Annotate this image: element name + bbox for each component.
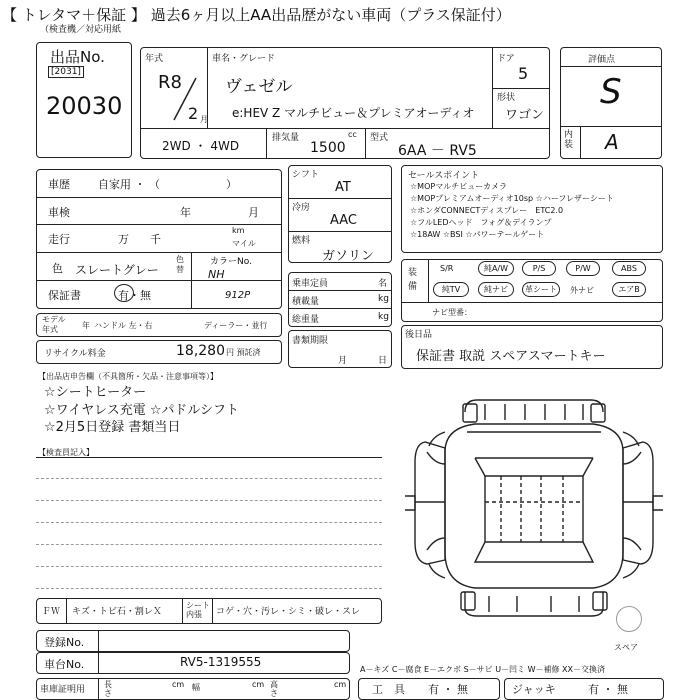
sales-points-label: セールスポイント (408, 171, 480, 181)
inspection-month: 月 (248, 206, 259, 219)
displacement-value: 1500 (310, 140, 346, 156)
divider (98, 679, 99, 699)
doc-expiry-unit: 日 (378, 356, 388, 366)
sales-line-2: ☆MOPプレミアムオーディオ10sp ☆ハーフレザーシート (410, 194, 614, 203)
banner: 【 トレタマ＋保証 】 過去6ヶ月以上AA出品歴がない車両（プラス保証付） (2, 6, 511, 24)
aircon-label: 冷房 (292, 203, 311, 213)
model-label: 型式 (370, 133, 389, 143)
mileage-sen: 千 (150, 233, 161, 246)
model-year-dealer: ディーラー・並行 (204, 321, 268, 330)
doors-label: ドア (497, 54, 515, 64)
warranty-circle (114, 284, 134, 302)
inspector-line (36, 522, 382, 523)
gross-label: 総重量 (292, 315, 320, 325)
dimensions-label: 車庫証明用 (40, 685, 86, 695)
doors-value: 5 (518, 64, 529, 83)
dim-cm1: cm (172, 680, 185, 689)
equip-abs: ABS (612, 261, 646, 276)
displacement-unit: cc (348, 130, 357, 139)
shift-value: AT (335, 180, 351, 195)
divider (182, 599, 183, 623)
color-no: NH (208, 268, 225, 281)
lot-label: 出品No. (50, 48, 105, 66)
dim-length: 長さ (104, 680, 112, 698)
subheader: （検査機／対応用紙 (40, 25, 122, 35)
report-label: 【出品店申告欄（不具箇所・欠品・注意事項等）】 (38, 372, 218, 381)
inspector-line (36, 457, 382, 458)
divider (37, 252, 281, 253)
model-year-label2: 年式 (42, 325, 58, 334)
divider (561, 126, 661, 127)
fw-label: ＦＷ (42, 607, 61, 617)
seat-value: コゲ・穴・汚レ・シミ・破レ・スレ (216, 607, 361, 617)
spare-label: スペア (614, 643, 638, 652)
capacity-label: 乗車定員 (292, 279, 329, 289)
equip-tv: 純TV (433, 282, 469, 297)
car-name-label: 車名・グレード (212, 54, 276, 64)
tools-label: 工 具 (372, 683, 405, 696)
color-label: 色 (52, 262, 63, 275)
car-diagram (405, 392, 665, 620)
interior-label: 内装 (564, 130, 574, 150)
warranty-label: 保証書 (48, 289, 81, 302)
color-change-label: 色替 (176, 255, 184, 274)
inspector-line (36, 566, 382, 567)
body-type-label: 形状 (497, 93, 516, 103)
color-value: スレートグレー (75, 263, 159, 277)
inspector-label: 【検査員記入】 (38, 448, 94, 457)
dim-cm2: cm (252, 680, 265, 689)
divider (428, 260, 429, 302)
warranty-value: 有・無 (118, 289, 151, 302)
divider (266, 128, 267, 159)
inspector-line (36, 588, 382, 589)
navi-model-label: ナビ型番： (432, 308, 472, 317)
report-line-1: ☆シートヒーター (44, 385, 147, 400)
recycle-unit: 円 預託済 (226, 348, 261, 357)
interior-value: A (605, 130, 619, 154)
inspector-line (36, 500, 382, 501)
color-no-label: カラーNo. (210, 257, 252, 267)
capacity-unit: 名 (378, 279, 388, 289)
spare-wheel-icon (616, 606, 642, 632)
inspector-line (36, 478, 382, 479)
divider (66, 599, 67, 623)
equip-leather: 革シート (522, 282, 560, 297)
score-value: S (600, 72, 622, 112)
reg-label: 登録No. (44, 636, 85, 649)
recycle-value: 18,280 (176, 343, 225, 359)
divider (289, 231, 391, 232)
equip-extnavi: 外ナビ (570, 286, 594, 295)
equip-sr: S/R (440, 264, 454, 273)
dim-width: 幅 (192, 683, 200, 692)
aircon-value: AAC (330, 213, 357, 228)
jack-value: 有 ・ 無 (588, 683, 628, 696)
color-no2: 912P (225, 290, 251, 301)
year-label: 年式 (145, 54, 164, 64)
inspection-year: 年 (180, 206, 191, 219)
body-type-value: ワゴン (505, 108, 545, 123)
equip-aw: 純A/W (478, 261, 514, 276)
lot-code: [2031] (48, 66, 84, 78)
chassis-value: RV5-1319555 (180, 655, 262, 669)
equip-airbag: エアB (612, 282, 646, 297)
model-year-handle: ハンドル 左・右 (94, 321, 153, 330)
divider (402, 302, 662, 303)
tools-value: 有 ・ 無 (428, 683, 468, 696)
seat-label: シート内張 (186, 601, 210, 619)
displacement-label: 排気量 (272, 133, 300, 143)
divider (37, 280, 281, 281)
model-year-year: 年 (82, 321, 90, 330)
divider (37, 224, 281, 225)
divider (289, 198, 391, 199)
divider (212, 599, 213, 623)
inspector-line (36, 544, 382, 545)
jack-label: ジャッキ (512, 683, 556, 696)
history-value: 自家用 ・ （ ） (98, 178, 237, 191)
divider (37, 197, 281, 198)
divider (98, 631, 99, 651)
lot-number: 20030 (46, 92, 123, 120)
divider (365, 128, 366, 159)
sales-line-3: ☆ホンダCONNECTディスプレー ETC2.0 (410, 206, 564, 215)
divider (289, 308, 391, 309)
shift-label: シフト (292, 170, 320, 180)
car-grade: e:HEV Z マルチビュー＆プレミアオーディオ (232, 106, 475, 120)
drive: 2WD ・ 4WD (162, 139, 240, 153)
divider (98, 653, 99, 673)
year-era: R8 (158, 72, 182, 93)
mileage-man: 万 (118, 233, 129, 246)
car-name: ヴェゼル (225, 77, 293, 97)
divider (289, 290, 391, 291)
divider (580, 126, 581, 158)
fuel-label: 燃料 (292, 236, 311, 246)
dim-height: 高さ (270, 680, 278, 698)
chassis-label: 車台No. (44, 658, 85, 671)
divider (141, 128, 549, 129)
mileage-km: km (232, 226, 245, 235)
doc-expiry-label: 書類期限 (292, 336, 329, 346)
model-year-label1: モデル (42, 315, 66, 324)
divider (561, 66, 661, 67)
notes-label: 後日品 (405, 330, 433, 340)
score-label: 評価点 (588, 55, 616, 65)
equip-ps: P/S (522, 261, 556, 276)
equipment-label: 装備 (408, 268, 418, 292)
recycle-label: リサイクル料金 (44, 349, 106, 359)
year-month-unit: 月 (200, 115, 208, 124)
load-unit: kg (378, 294, 389, 304)
sales-line-4: ☆フルLEDヘッド フォグ＆デイランプ (410, 218, 552, 227)
gross-unit: kg (378, 312, 389, 322)
divider (493, 88, 549, 89)
model-value: 6AA － RV5 (398, 143, 477, 159)
dim-cm3: cm (334, 680, 347, 689)
divider (191, 252, 192, 309)
sales-line-1: ☆MOPマルチビューカメラ (410, 182, 508, 191)
fuel-value: ガソリン (322, 249, 375, 264)
notes-value: 保証書 取説 スペアスマートキー (416, 349, 606, 364)
sales-line-5: ☆18AW ☆BSI ☆パワーテールゲート (410, 230, 545, 239)
equip-navi: 純ナビ (478, 282, 514, 297)
fw-value: キズ・トビ石・割レＸ (72, 607, 162, 617)
year-month: 2 (188, 104, 199, 123)
mileage-mile: マイル (232, 239, 256, 248)
history-label: 車歴 (48, 178, 70, 191)
damage-legend: A－キズ C－腐食 E－エクボ S－サビ U－凹ミ W－補修 XX－交換済 (360, 665, 606, 674)
load-label: 積載量 (292, 297, 320, 307)
equip-pw: P/W (566, 261, 600, 276)
inspection-label: 車検 (48, 206, 70, 219)
mileage-label: 走行 (48, 233, 70, 246)
report-line-2: ☆ワイヤレス充電 ☆パドルシフト (44, 403, 239, 418)
doc-expiry-month: 月 (338, 356, 348, 366)
report-line-3: ☆2月5日登録 書類当日 (44, 420, 181, 435)
